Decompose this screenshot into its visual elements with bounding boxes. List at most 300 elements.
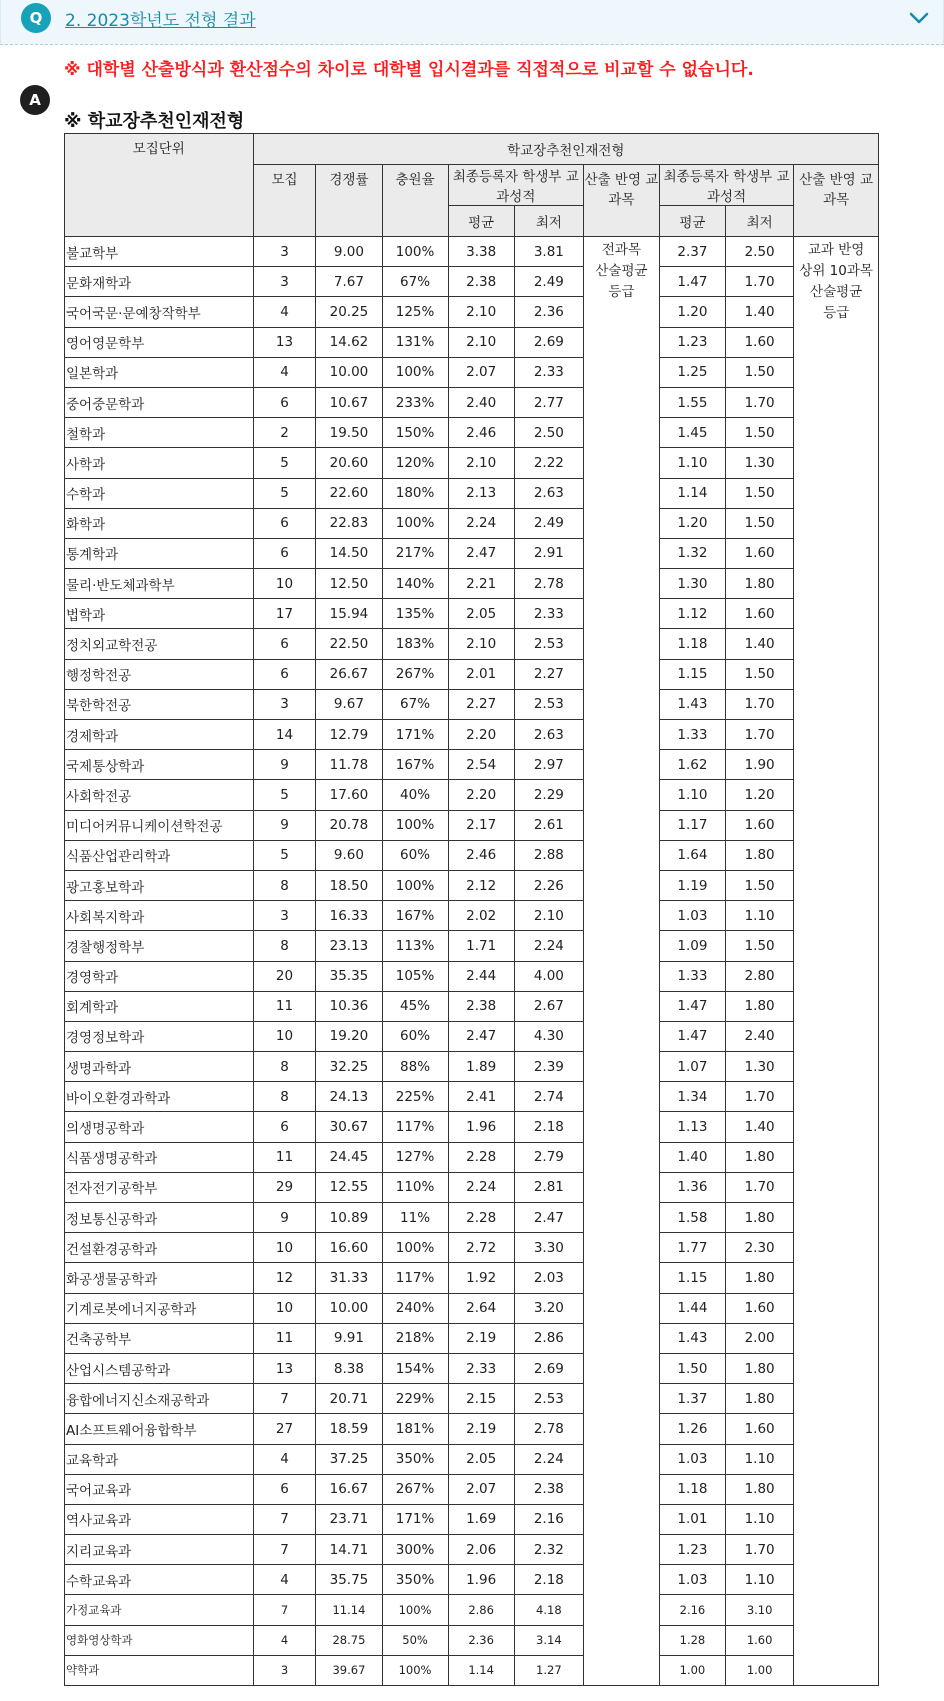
cell-min1: 2.03 [514,1263,583,1293]
cell-ratio: 35.75 [316,1565,382,1595]
cell-ratio: 14.62 [316,327,382,357]
cell-dept: 일본학과 [65,357,254,387]
cell-min2: 1.80 [725,840,793,870]
cell-avg2: 1.19 [659,870,725,900]
cell-fill: 45% [382,991,448,1021]
cell-recruit: 5 [253,840,316,870]
cell-ratio: 17.60 [316,780,382,810]
cell-ratio: 23.71 [316,1504,382,1534]
cell-fill: 140% [382,569,448,599]
cell-min1: 1.27 [514,1655,583,1685]
cell-ratio: 10.89 [316,1203,382,1233]
table-row [65,1323,879,1353]
table-row [65,1504,879,1534]
cell-dept: 정치외교학전공 [65,629,254,659]
cell-avg1: 2.20 [448,720,514,750]
cell-avg1: 2.40 [448,387,514,417]
table-row [65,508,879,538]
cell-ratio: 11.78 [316,750,382,780]
cell-avg1: 2.07 [448,1474,514,1504]
cell-avg2: 1.50 [659,1353,725,1383]
cell-min2: 1.30 [725,448,793,478]
cell-min2: 1.70 [725,689,793,719]
cell-fill: 240% [382,1293,448,1323]
cell-fill: 120% [382,448,448,478]
cell-min2: 1.80 [725,1263,793,1293]
cell-avg2: 1.23 [659,327,725,357]
cell-fill: 100% [382,1655,448,1685]
cell-min1: 2.36 [514,297,583,327]
cell-fill: 225% [382,1082,448,1112]
cell-avg2: 1.43 [659,1323,725,1353]
cell-avg1: 2.72 [448,1233,514,1263]
cell-recruit: 10 [253,1293,316,1323]
cell-min2: 1.80 [725,1353,793,1383]
cell-avg1: 2.20 [448,780,514,810]
cell-recruit: 11 [253,1142,316,1172]
cell-avg1: 2.15 [448,1384,514,1414]
cell-ratio: 11.14 [316,1595,382,1625]
cell-fill: 267% [382,659,448,689]
cell-min2: 1.70 [725,1082,793,1112]
cell-min1: 2.63 [514,720,583,750]
cell-min1: 2.32 [514,1535,583,1565]
cell-avg2: 1.07 [659,1052,725,1082]
cell-avg2: 1.55 [659,387,725,417]
cell-min2: 1.60 [725,1414,793,1444]
cell-fill: 171% [382,1504,448,1534]
cell-fill: 181% [382,1414,448,1444]
cell-recruit: 27 [253,1414,316,1444]
cell-min1: 2.61 [514,810,583,840]
cell-ratio: 12.79 [316,720,382,750]
question-header[interactable] [0,0,944,45]
cell-avg2: 1.77 [659,1233,725,1263]
cell-ratio: 23.13 [316,931,382,961]
cell-avg1: 2.13 [448,478,514,508]
cell-recruit: 13 [253,1353,316,1383]
cell-min1: 2.47 [514,1203,583,1233]
table-row [65,1595,879,1625]
cell-avg1: 2.19 [448,1323,514,1353]
table-row [65,870,879,900]
cell-dept: 건설환경공학과 [65,1233,254,1263]
table-row [65,1535,879,1565]
question-badge: Q [21,3,51,33]
cell-min2: 1.80 [725,1384,793,1414]
cell-min2: 1.00 [725,1655,793,1685]
cell-dept: 생명과학과 [65,1052,254,1082]
cell-recruit: 8 [253,870,316,900]
cell-dept: 경영정보학과 [65,1021,254,1051]
cell-avg1: 3.38 [448,237,514,267]
cell-avg2: 1.47 [659,267,725,297]
table-row [65,1353,879,1383]
cell-recruit: 7 [253,1384,316,1414]
table-row [65,901,879,931]
cell-min2: 1.80 [725,1203,793,1233]
cell-min2: 1.50 [725,508,793,538]
cell-min1: 2.16 [514,1504,583,1534]
cell-avg2: 1.47 [659,991,725,1021]
cell-min2: 1.60 [725,1625,793,1655]
cell-avg2: 1.36 [659,1172,725,1202]
table-row [65,569,879,599]
cell-avg2: 1.33 [659,961,725,991]
header-recruit: 모집 [253,165,316,237]
cell-avg2: 1.26 [659,1414,725,1444]
cell-min2: 1.50 [725,418,793,448]
cell-min2: 1.60 [725,538,793,568]
cell-ratio: 14.71 [316,1535,382,1565]
cell-ratio: 22.50 [316,629,382,659]
cell-recruit: 6 [253,387,316,417]
cell-avg1: 2.10 [448,297,514,327]
cell-avg2: 1.03 [659,1444,725,1474]
cell-fill: 50% [382,1625,448,1655]
cell-ratio: 16.60 [316,1233,382,1263]
table-row [65,931,879,961]
warning-text: ※ 대학별 산출방식과 환산점수의 차이로 대학별 입시결과를 직접적으로 비교할 수 없습니다. [64,60,754,80]
cell-ratio: 9.00 [316,237,382,267]
cell-avg2: 1.33 [659,720,725,750]
table-row [65,1293,879,1323]
cell-ratio: 37.25 [316,1444,382,1474]
cell-min1: 2.74 [514,1082,583,1112]
cell-dept: 지리교육과 [65,1535,254,1565]
cell-min1: 2.53 [514,629,583,659]
cell-min1: 4.30 [514,1021,583,1051]
cell-min1: 4.18 [514,1595,583,1625]
results-table [64,133,879,1686]
cell-fill: 67% [382,689,448,719]
cell-ratio: 10.00 [316,357,382,387]
cell-avg1: 2.28 [448,1203,514,1233]
cell-avg1: 1.71 [448,931,514,961]
cell-ratio: 28.75 [316,1625,382,1655]
cell-min2: 1.10 [725,1504,793,1534]
cell-dept: 미디어커뮤니케이션학전공 [65,810,254,840]
cell-avg1: 2.12 [448,870,514,900]
section-title: ※ 학교장추천인재전형 [64,111,245,132]
cell-ratio: 20.71 [316,1384,382,1414]
cell-avg2: 1.17 [659,810,725,840]
cell-ratio: 31.33 [316,1263,382,1293]
cell-min2: 2.50 [725,237,793,267]
cell-fill: 217% [382,538,448,568]
cell-ratio: 26.67 [316,659,382,689]
cell-dept: 전자전기공학부 [65,1172,254,1202]
cell-ratio: 9.67 [316,689,382,719]
cell-dept: AI소프트웨어융합학부 [65,1414,254,1444]
cell-min1: 3.14 [514,1625,583,1655]
cell-fill: 127% [382,1142,448,1172]
cell-min2: 1.30 [725,1052,793,1082]
cell-ratio: 7.67 [316,267,382,297]
cell-recruit: 4 [253,1444,316,1474]
cell-recruit: 9 [253,1203,316,1233]
cell-min2: 1.50 [725,478,793,508]
cell-fill: 100% [382,357,448,387]
cell-dept: 바이오환경과학과 [65,1082,254,1112]
cell-fill: 60% [382,1021,448,1051]
cell-min1: 2.53 [514,1384,583,1414]
cell-avg2: 1.01 [659,1504,725,1534]
cell-min1: 2.39 [514,1052,583,1082]
cell-ratio: 9.60 [316,840,382,870]
cell-fill: 167% [382,750,448,780]
cell-avg2: 1.10 [659,448,725,478]
table-row [65,418,879,448]
table-row [65,1142,879,1172]
cell-avg2: 1.47 [659,1021,725,1051]
table-row [65,1263,879,1293]
cell-min2: 1.50 [725,870,793,900]
table-row [65,1203,879,1233]
cell-min1: 2.10 [514,901,583,931]
cell-dept: 가정교육과 [65,1595,254,1625]
cell-ratio: 20.25 [316,297,382,327]
header-avg1: 평균 [448,206,514,237]
header-min1: 최저 [514,206,583,237]
cell-recruit: 4 [253,297,316,327]
cell-fill: 300% [382,1535,448,1565]
cell-recruit: 4 [253,357,316,387]
cell-ratio: 18.50 [316,870,382,900]
cell-avg1: 2.44 [448,961,514,991]
cell-ratio: 16.33 [316,901,382,931]
question-title[interactable]: 2. 2023학년도 전형 결과 [65,11,256,31]
table-row [65,840,879,870]
cell-avg1: 2.05 [448,1444,514,1474]
cell-min2: 2.80 [725,961,793,991]
cell-fill: 154% [382,1353,448,1383]
cell-dept: 약학과 [65,1655,254,1685]
cell-fill: 233% [382,387,448,417]
cell-recruit: 3 [253,1655,316,1685]
cell-avg1: 2.24 [448,508,514,538]
cell-min1: 2.18 [514,1112,583,1142]
cell-avg1: 2.41 [448,1082,514,1112]
cell-recruit: 10 [253,1233,316,1263]
cell-ratio: 35.35 [316,961,382,991]
table-row [65,689,879,719]
cell-avg1: 2.28 [448,1142,514,1172]
cell-dept: 사학과 [65,448,254,478]
cell-min1: 2.97 [514,750,583,780]
cell-ratio: 22.83 [316,508,382,538]
cell-fill: 171% [382,720,448,750]
cell-avg1: 2.02 [448,901,514,931]
cell-recruit: 7 [253,1504,316,1534]
cell-avg2: 1.62 [659,750,725,780]
cell-min1: 2.88 [514,840,583,870]
cell-min2: 1.60 [725,599,793,629]
cell-dept: 국어국문·문예창작학부 [65,297,254,327]
cell-fill: 180% [382,478,448,508]
table-row [65,297,879,327]
cell-dept: 식품생명공학과 [65,1142,254,1172]
cell-recruit: 5 [253,478,316,508]
cell-recruit: 9 [253,810,316,840]
cell-avg2: 1.34 [659,1082,725,1112]
table-row [65,478,879,508]
cell-min2: 1.20 [725,780,793,810]
cell-min1: 2.86 [514,1323,583,1353]
cell-dept: 식품산업관리학과 [65,840,254,870]
cell-avg1: 1.89 [448,1052,514,1082]
cell-ratio: 10.00 [316,1293,382,1323]
cell-avg1: 2.10 [448,327,514,357]
table-row [65,599,879,629]
header-unit: 모집단위 [65,134,254,237]
cell-min1: 2.69 [514,327,583,357]
cell-ratio: 39.67 [316,1655,382,1685]
cell-min2: 1.70 [725,267,793,297]
cell-avg2: 2.37 [659,237,725,267]
cell-dept: 회계학과 [65,991,254,1021]
cell-avg1: 1.92 [448,1263,514,1293]
cell-recruit: 6 [253,538,316,568]
cell-dept: 화학과 [65,508,254,538]
header-subj1: 산출 반영 교과목 [584,165,660,237]
cell-min1: 2.67 [514,991,583,1021]
table-row [65,750,879,780]
cell-avg1: 2.64 [448,1293,514,1323]
cell-avg1: 2.46 [448,418,514,448]
table-row [65,1233,879,1263]
cell-avg1: 2.24 [448,1172,514,1202]
cell-avg2: 1.15 [659,1263,725,1293]
cell-recruit: 17 [253,599,316,629]
table-row [65,1414,879,1444]
cell-recruit: 6 [253,508,316,538]
cell-dept: 경찰행정학부 [65,931,254,961]
chevron-down-icon[interactable] [907,8,931,28]
header-subj2: 산출 반영 교과목 [794,165,879,237]
cell-min2: 1.80 [725,569,793,599]
cell-ratio: 9.91 [316,1323,382,1353]
cell-avg2: 1.13 [659,1112,725,1142]
cell-min2: 1.80 [725,1142,793,1172]
cell-fill: 88% [382,1052,448,1082]
cell-avg2: 1.30 [659,569,725,599]
cell-min1: 2.69 [514,1353,583,1383]
cell-recruit: 8 [253,931,316,961]
cell-avg1: 2.36 [448,1625,514,1655]
cell-recruit: 10 [253,1021,316,1051]
cell-min1: 2.50 [514,418,583,448]
cell-avg1: 2.17 [448,810,514,840]
answer-badge: A [20,85,50,115]
header-min2: 최저 [725,206,793,237]
table-row [65,1172,879,1202]
cell-recruit: 5 [253,448,316,478]
cell-min2: 1.50 [725,357,793,387]
cell-recruit: 6 [253,659,316,689]
cell-min2: 1.70 [725,1535,793,1565]
cell-fill: 100% [382,508,448,538]
cell-fill: 100% [382,870,448,900]
table-row [65,1021,879,1051]
cell-dept: 법학과 [65,599,254,629]
cell-ratio: 20.60 [316,448,382,478]
cell-fill: 117% [382,1263,448,1293]
table-row [65,327,879,357]
table-row [65,1625,879,1655]
cell-min2: 1.50 [725,659,793,689]
cell-fill: 350% [382,1565,448,1595]
cell-avg1: 2.06 [448,1535,514,1565]
cell-dept: 건축공학부 [65,1323,254,1353]
cell-min1: 2.81 [514,1172,583,1202]
cell-min2: 1.70 [725,387,793,417]
cell-dept: 통계학과 [65,538,254,568]
cell-min1: 2.18 [514,1565,583,1595]
cell-fill: 113% [382,931,448,961]
cell-avg1: 2.38 [448,267,514,297]
cell-dept: 북한학전공 [65,689,254,719]
cell-avg2: 1.20 [659,508,725,538]
cell-fill: 183% [382,629,448,659]
cell-recruit: 13 [253,327,316,357]
table-row [65,267,879,297]
cell-ratio: 32.25 [316,1052,382,1082]
cell-recruit: 3 [253,901,316,931]
cell-fill: 60% [382,840,448,870]
cell-dept: 경영학과 [65,961,254,991]
header-grade2: 최종등록자 학생부 교과성적 [659,165,793,206]
cell-avg2: 1.00 [659,1655,725,1685]
cell-avg1: 2.27 [448,689,514,719]
cell-min2: 1.50 [725,931,793,961]
table-row [65,1384,879,1414]
cell-dept: 화공생물공학과 [65,1263,254,1293]
cell-recruit: 12 [253,1263,316,1293]
cell-fill: 67% [382,267,448,297]
cell-recruit: 3 [253,689,316,719]
cell-recruit: 6 [253,1474,316,1504]
cell-dept: 역사교육과 [65,1504,254,1534]
cell-avg2: 1.64 [659,840,725,870]
cell-fill: 100% [382,237,448,267]
cell-avg2: 1.03 [659,901,725,931]
table-row [65,448,879,478]
cell-avg1: 2.47 [448,538,514,568]
cell-fill: 11% [382,1203,448,1233]
cell-avg1: 1.14 [448,1655,514,1685]
cell-min1: 4.00 [514,961,583,991]
header-ratio: 경쟁률 [316,165,382,237]
cell-min1: 2.24 [514,1444,583,1474]
cell-min1: 2.79 [514,1142,583,1172]
cell-avg2: 1.10 [659,780,725,810]
cell-dept: 사회학전공 [65,780,254,810]
cell-fill: 135% [382,599,448,629]
table-row [65,1474,879,1504]
cell-avg2: 1.45 [659,418,725,448]
cell-recruit: 11 [253,991,316,1021]
cell-min2: 2.30 [725,1233,793,1263]
cell-ratio: 15.94 [316,599,382,629]
cell-fill: 350% [382,1444,448,1474]
cell-min2: 1.90 [725,750,793,780]
cell-dept: 문화재학과 [65,267,254,297]
cell-recruit: 3 [253,267,316,297]
cell-fill: 105% [382,961,448,991]
cell-fill: 100% [382,810,448,840]
cell-min1: 2.33 [514,599,583,629]
